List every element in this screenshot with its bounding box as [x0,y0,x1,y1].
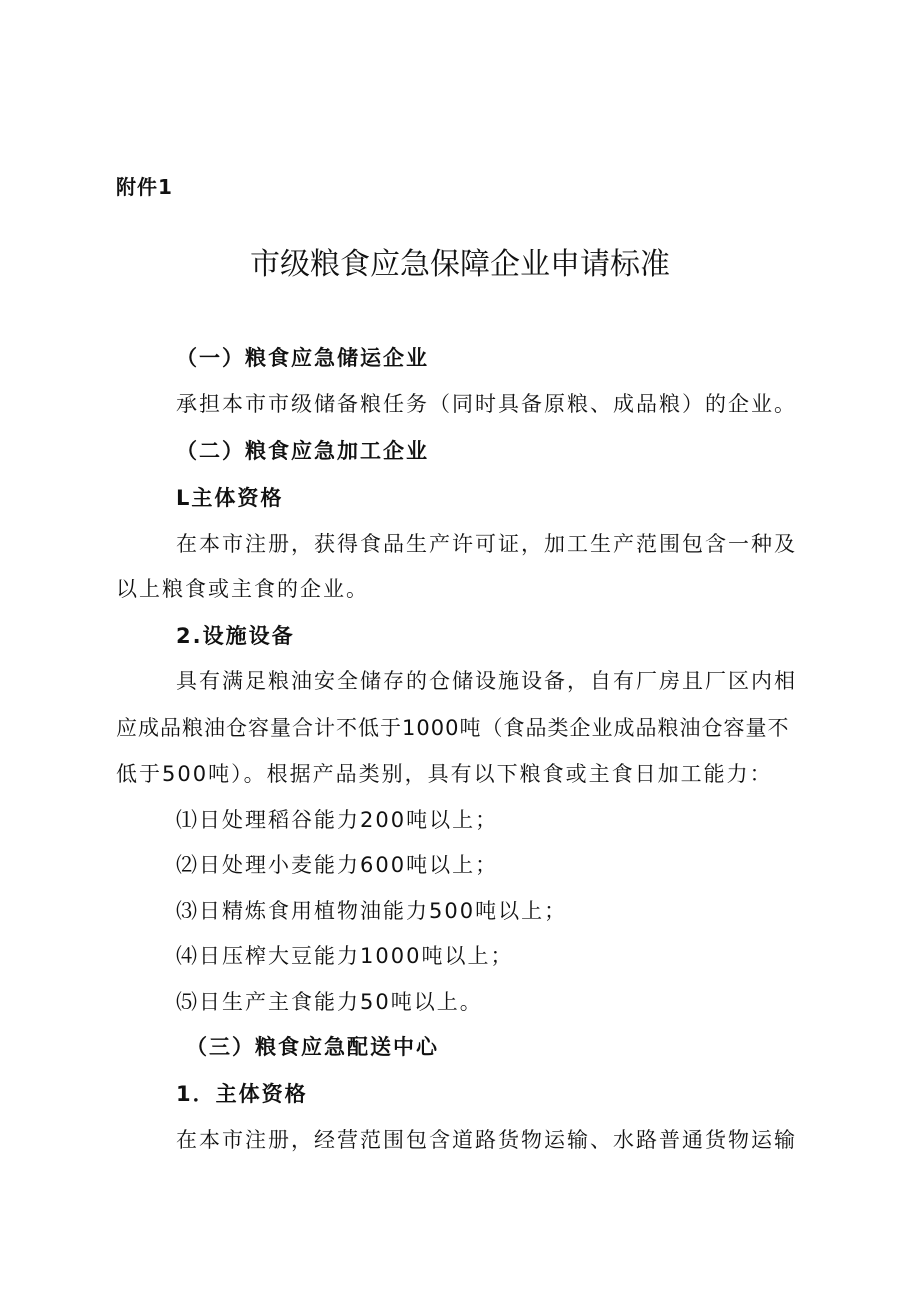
section-2-facilities-line-3: 低于500吨）。根据产品类别，具有以下粮食或主食日加工能力： [116,762,773,786]
section-2-facilities-line-2: 应成品粮油仓容量合计不低于1000吨（食品类企业成品粮油仓容量不 [116,716,790,740]
attachment-label: 附件1 [116,175,173,199]
page-title: 市级粮食应急保障企业申请标准 [250,247,670,282]
section-3-qualification-line-1: 在本市注册，经营范围包含道路货物运输、水路普通货物运输 [176,1128,797,1152]
section-2-subheading-facilities: 2.设施设备 [176,624,295,648]
capacity-item: ⑷日压榨大豆能力1000吨以上； [176,944,514,968]
section-2-subheading-qualification: L主体资格 [176,486,284,510]
capacity-item: ⑸日生产主食能力50吨以上。 [176,990,483,1014]
section-3-heading: （三）粮食应急配送中心 [186,1035,439,1059]
section-2-qualification-line-2: 以上粮食或主食的企业。 [116,577,369,601]
section-2-heading: （二）粮食应急加工企业 [176,439,429,463]
section-1-heading: （一）粮食应急储运企业 [176,346,429,370]
capacity-item: ⑶日精炼食用植物油能力500吨以上； [176,899,568,923]
section-1-paragraph: 承担本市市级储备粮任务（同时具备原粮、成品粮）的企业。 [176,392,797,416]
section-3-subheading-qualification: 1．主体资格 [176,1082,308,1106]
section-2-qualification-line-1: 在本市注册，获得食品生产许可证，加工生产范围包含一种及 [176,532,797,556]
capacity-item: ⑴日处理稻谷能力200吨以上； [176,808,499,832]
capacity-item: ⑵日处理小麦能力600吨以上； [176,853,499,877]
section-2-facilities-line-1: 具有满足粮油安全储存的仓储设施设备，自有厂房且厂区内相 [176,669,797,693]
